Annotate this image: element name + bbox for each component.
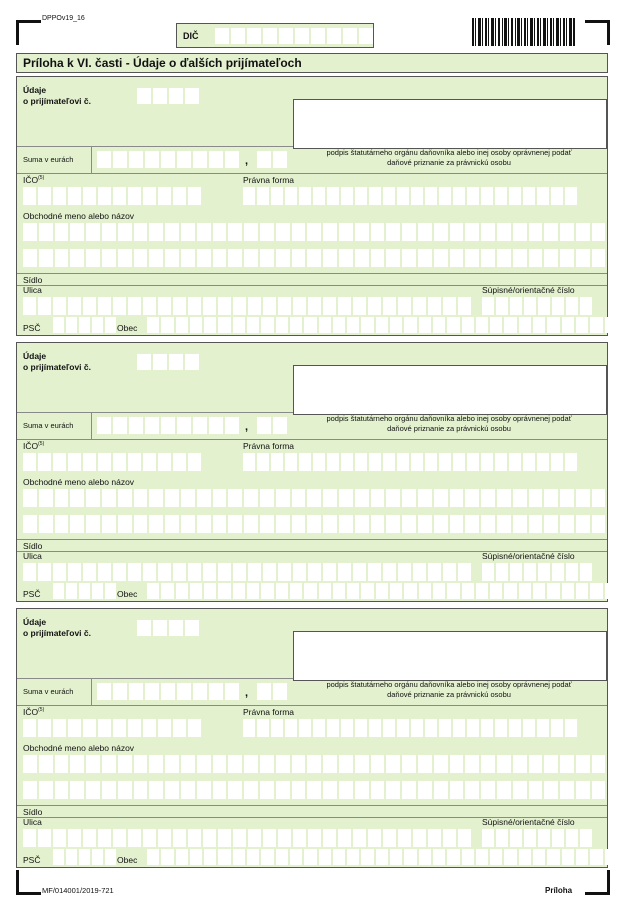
recipient-section-3 [16,608,608,868]
recipient-section-1 [16,76,608,336]
signature-caption: podpis štatutárneho orgánu daňovníka alebo inej osoby oprávnenej podať daňové priznanie za právnickú osobu [326,680,572,699]
suma-label: Suma v eurách [23,155,74,164]
ico-label: IČO$^{(5)}$ [23,441,45,451]
decimal-comma: , [245,421,249,433]
udaje-label: Údaje [23,85,47,95]
ulica-cells[interactable] [23,563,471,581]
sidlo-label: Sídlo [23,541,43,551]
supisne-cislo-label: Súpisné/orientačné číslo [482,551,575,561]
page-title: Príloha k VI. časti - Údaje o ďalších prijímateľoch [23,56,302,70]
form-code: DPPOv19_16 [42,15,85,22]
dic-label: DIČ [183,31,199,41]
obec-cells[interactable] [147,317,617,333]
ulica-label: Ulica [23,285,42,295]
obec-label: Obec [117,323,138,333]
recipient-section-2 [16,342,608,602]
obec-label: Obec [117,589,138,599]
supisne-cislo-label: Súpisné/orientačné číslo [482,285,575,295]
supisne-cislo-cells[interactable] [482,563,592,581]
signature-box[interactable] [293,631,607,681]
psc-label: PSČ [23,589,41,599]
page-title-bar [16,53,608,73]
suma-cents-cells[interactable] [257,417,287,434]
ico-cells[interactable] [23,719,201,737]
pravna-forma-cells[interactable] [243,187,577,205]
corner-mark-top-right [585,20,610,45]
obchodne-meno-cells-row1[interactable] [23,489,605,507]
ulica-label: Ulica [23,551,42,561]
sidlo-label: Sídlo [23,807,43,817]
ico-label: IČO$^{(5)}$ [23,707,45,717]
udaje-label: Údaje [23,351,47,361]
obec-label: Obec [117,855,138,865]
recipient-number-cells[interactable] [137,354,199,370]
obchodne-meno-label: Obchodné meno alebo názov [23,211,135,221]
decimal-comma: , [245,687,249,699]
signature-caption: podpis štatutárneho orgánu daňovníka alebo inej osoby oprávnenej podať daňové priznanie za právnickú osobu [326,414,572,433]
pravna-forma-label: Právna forma [243,441,295,451]
barcode-icon [472,18,576,46]
suma-cents-cells[interactable] [257,683,287,700]
pravna-forma-label: Právna forma [243,175,295,185]
psc-label: PSČ [23,855,41,865]
pravna-forma-cells[interactable] [243,719,577,737]
o-prijimatelovi-label: o prijímateľovi č. [23,362,91,372]
footer-label: Príloha [545,886,573,895]
dic-field[interactable] [176,23,374,48]
suma-cells[interactable] [97,683,239,700]
ico-label: IČO$^{(5)}$ [23,175,45,185]
supisne-cislo-label: Súpisné/orientačné číslo [482,817,575,827]
psc-cells[interactable] [53,317,116,333]
corner-mark-top-left [16,20,41,45]
obec-cells[interactable] [147,583,617,599]
decimal-comma: , [245,155,249,167]
obchodne-meno-cells-row1[interactable] [23,755,605,773]
obchodne-meno-cells-row2[interactable] [23,249,605,267]
psc-label: PSČ [23,323,41,333]
footer-code: MF/014001/2019-721 [42,886,114,895]
ulica-cells[interactable] [23,829,471,847]
ico-cells[interactable] [23,187,201,205]
recipient-number-cells[interactable] [137,620,199,636]
supisne-cislo-cells[interactable] [482,829,592,847]
o-prijimatelovi-label: o prijímateľovi č. [23,628,91,638]
suma-label: Suma v eurách [23,421,74,430]
signature-box[interactable] [293,99,607,149]
ico-cells[interactable] [23,453,201,471]
udaje-label: Údaje [23,617,47,627]
supisne-cislo-cells[interactable] [482,297,592,315]
corner-mark-bottom-right [585,870,610,895]
sidlo-label: Sídlo [23,275,43,285]
obchodne-meno-cells-row1[interactable] [23,223,605,241]
obchodne-meno-label: Obchodné meno alebo názov [23,477,135,487]
ulica-cells[interactable] [23,297,471,315]
obchodne-meno-cells-row2[interactable] [23,781,605,799]
recipient-number-cells[interactable] [137,88,199,104]
o-prijimatelovi-label: o prijímateľovi č. [23,96,91,106]
suma-cells[interactable] [97,151,239,168]
obchodne-meno-label: Obchodné meno alebo názov [23,743,135,753]
signature-box[interactable] [293,365,607,415]
pravna-forma-cells[interactable] [243,453,577,471]
suma-cells[interactable] [97,417,239,434]
suma-cents-cells[interactable] [257,151,287,168]
suma-label: Suma v eurách [23,687,74,696]
pravna-forma-label: Právna forma [243,707,295,717]
psc-cells[interactable] [53,849,116,865]
dic-cells[interactable] [215,28,373,44]
obchodne-meno-cells-row2[interactable] [23,515,605,533]
corner-mark-bottom-left [16,870,41,895]
signature-caption: podpis štatutárneho orgánu daňovníka alebo inej osoby oprávnenej podať daňové priznanie za právnickú osobu [326,148,572,167]
psc-cells[interactable] [53,583,116,599]
ulica-label: Ulica [23,817,42,827]
obec-cells[interactable] [147,849,617,865]
